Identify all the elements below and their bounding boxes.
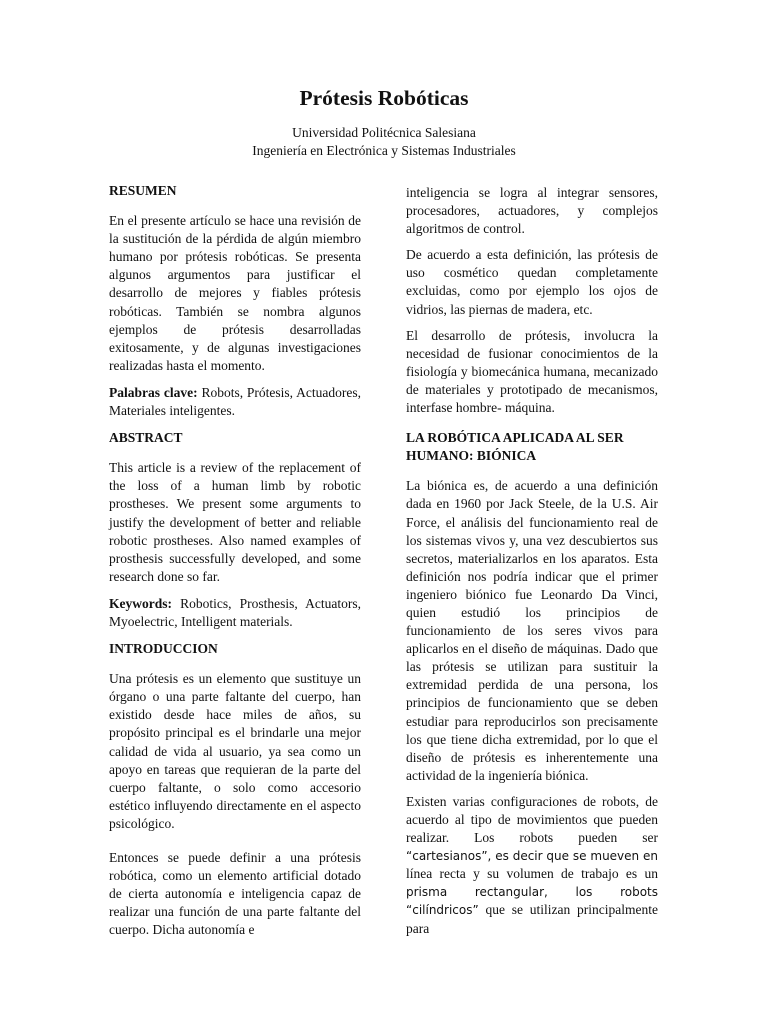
robots-text-c: línea recta y su volumen de trabajo es un: [406, 866, 658, 882]
desarrollo-paragraph: El desarrollo de prótesis, involucra la necesidad de fusionar conocimientos de la fisiología y biomecánica humana, mecanizado de materiales y prototipado de mecanismos, interfase hombre- máquina.: [406, 327, 658, 416]
bionica-paragraph: La biónica es, de acuerdo a una definición dada en 1960 por Jack Steele, de la U.S. Air Force, el análisis del funcionamiento real de los sistemas vivos y, una vez descubiertos sus secretos, materializarlos en los aparatos. Esta definición nos podría indicar que el primer ingeniero biónico fue Leonardo Da Vinci, quien estudió los principios de funcionamiento de los seres vivos para aplicarlos en el diseño de máquinas. Dado que las prótesis se utilizan para sustituir la extremidad perdida de una persona, los principios de funcionamiento que se deben estudiar para reproducirlos son precisamente los que tiene dicha extremidad, por lo que el diseño de prótesis es inherentemente una actividad de la ingeniería biónica.: [406, 478, 658, 783]
robots-text-a: Existen varias configuraciones de robots, de acuerdo al tipo de movimientos que pueden realizar. Los robots pueden ser: [406, 793, 658, 846]
definicion-paragraph: De acuerdo a esta definición, las prótesis de uso cosmético quedan completamente excluidas, como por ejemplo los ojos de vidrios, las piernas de madera, etc.: [406, 247, 658, 317]
abstract-paragraph: This article is a review of the replacement of the loss of a human limb by robotic prostheses. We present some arguments to justify the development of better and reliable robotic prostheses. Also named examples of prosthesis successfully developed, and some research done so far.: [109, 460, 361, 584]
abstract-heading: ABSTRACT: [109, 430, 183, 446]
resumen-heading: RESUMEN: [109, 183, 177, 198]
paper-title: Prótesis Robóticas: [299, 86, 469, 110]
palabras-clave-paragraph: [109, 384, 361, 420]
robots-paragraph: [406, 793, 658, 938]
keywords-paragraph: [109, 595, 361, 631]
bionica-heading: LA ROBÓTICA APLICADA AL SER HUMANO: BIÓNICA: [406, 430, 624, 464]
introduccion-heading: INTRODUCCION: [109, 641, 218, 657]
left-column: [109, 182, 361, 948]
palabras-clave-label: Palabras clave:: [109, 384, 198, 400]
affiliation-block: [0, 124, 768, 160]
palabras-clave-text: Robots, Prótesis, Actuadores, Materiales inteligentes.: [109, 384, 362, 419]
university-name: Universidad Politécnica Salesiana: [292, 125, 476, 140]
introduccion-paragraph: Una prótesis es un elemento que sustituye un órgano o una parte faltante del cuerpo, han existido desde hace miles de años, su propósito principal es el brindarle una mejor calidad de vida al usuario, ya sea como un apoyo en tareas que requieran de la parte del cuerpo faltante, o solo como accesorio estético influyendo directamente en el aspecto psicológico.: [109, 671, 361, 831]
right-column: [406, 184, 658, 946]
keywords-label: Keywords:: [109, 595, 172, 611]
robots-text-e: que se utilizan principalmente para: [406, 902, 658, 936]
resumen-paragraph: En el presente artículo se hace una revisión de la sustitución de la pérdida de algún miembro humano por prótesis robóticas. Se presenta algunos argumentos para justificar el desarrollo de mejores y fiables prótesis robóticas. También se nombra algunos ejemplos de prótesis desarrolladas exitosamente, y de algunas investigaciones realizadas hasta el momento.: [109, 213, 361, 373]
continuation-paragraph: inteligencia se logra al integrar sensores, procesadores, actuadores, y complejos algoritmos de control.: [406, 185, 658, 237]
robots-text-b: “cartesianos”, es decir que se mueven en: [406, 849, 658, 864]
department-name: Ingeniería en Electrónica y Sistemas Industriales: [252, 143, 516, 158]
entonces-paragraph: Entonces se puede definir a una prótesis robótica, como un elemento artificial dotado de cierta autonomía e inteligencia capaz de realizar una función de una parte faltante del cuerpo. Dicha autonomía e: [109, 850, 361, 938]
robots-text-d: prisma rectangular, los robots “cilíndricos”: [406, 885, 658, 918]
keywords-text: Robotics, Prosthesis, Actuators, Myoelectric, Intelligent materials.: [109, 595, 361, 629]
